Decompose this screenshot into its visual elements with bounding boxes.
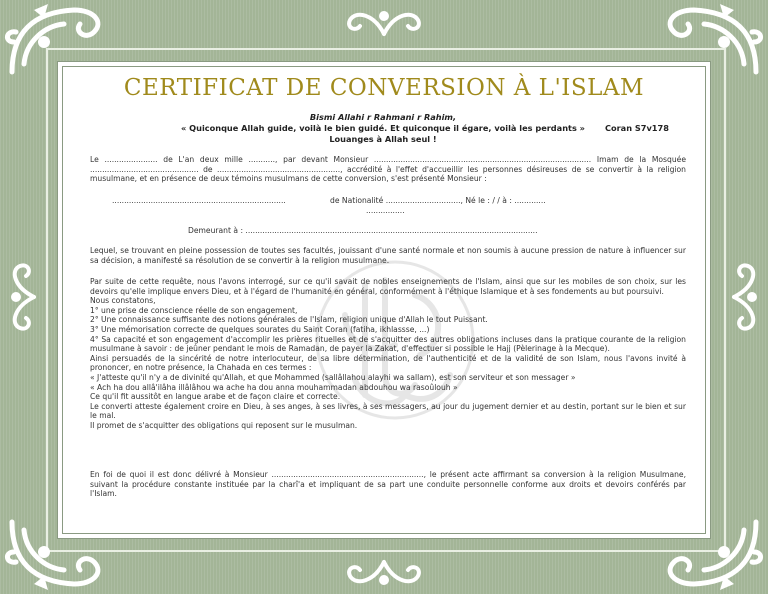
left-side-ornament	[4, 262, 44, 332]
certificate-title: CERTIFICAT DE CONVERSION À L'ISLAM	[123, 75, 645, 101]
bismillah-line: Bismi Allahi r Rahmani r Rahim,	[309, 112, 457, 122]
bottom-center-ornament	[344, 552, 424, 592]
exam-line: 4° Sa capacité et son engagement d'accomplir les prières rituelles et de s'acquitter des autres obligations incluses dans la pratique courante de la religion musulmane à savoir : de jeûner pendant le mois de Ramadan, de payer la Zakat, d'effectuer si possible le Hajj (Pèlerinage à la Mecque).	[90, 334, 686, 354]
identity-line-continuation: ................	[366, 206, 405, 215]
top-center-ornament	[344, 4, 424, 44]
quran-quote	[62, 123, 704, 134]
exam-line: Ce qu'il fit aussitôt en langue arabe et de façon claire et correcte.	[90, 392, 341, 402]
paragraph-examination	[90, 277, 686, 431]
paragraph-conclusion: En foi de quoi il est donc délivré à Monsieur ..............................................................., le présent acte affirmant sa conversion à la religion Musulmane, suivant la procédure constante instituée par la charî'a et impliquant de sa part une conduite personnelle conforme aux droits et devoirs conférés par l'Islam.	[90, 470, 686, 499]
quote-text: « Quiconque Allah guide, voilà le bien guidé. Et quiconque il égare, voilà les perdants »	[181, 123, 585, 133]
exam-line: Nous constatons,	[90, 296, 156, 306]
paragraph-faculties: Lequel, se trouvant en pleine possession de toutes ses facultés, jouissant d'une santé normale et non soumis à aucune pression de nature à influencer sur sa décision, a manifesté sa résolution de se convertir à la religion musulmane.	[90, 246, 686, 265]
exam-line: Par suite de cette requête, nous l'avons interrogé, sur ce qu'il savait de nobles enseignements de l'Islam, ainsi que sur les mobiles de son choix, sur les devoirs qu'elle implique envers Dieu, et à l'égard de l'humanité en général, conformément à l'éthique Islamique et à ses fondements au but poursuivi.	[90, 277, 686, 296]
paragraph-intro: Le ...................... de L'an deux mille ..........., par devant Monsieur .......................................................................................... Imam de la Mosquée ............................................. de ..................................................., accrédité à l'effet d'accueillir les personnes désireuses de se convertir à la religion musulmane, et en présence de deux témoins musulmans de cette conversion, s'est présenté Monsieur :	[90, 155, 686, 184]
exam-line: Il promet de s'acquitter des obligations qui reposent sur le musulman.	[90, 420, 358, 430]
nationality-birth-line: de Nationalité ..............................., Né le : / / à : .............	[330, 196, 546, 205]
quote-reference: Coran S7v178	[605, 123, 669, 133]
exam-line: 1° une prise de conscience réelle de son engagement,	[90, 305, 298, 315]
chahada-french: « J'atteste qu'il n'y a de divinité qu'Allah, et que Mohammed (sallâllahou alayhi wa sallam), est son serviteur et son messager »	[90, 372, 576, 382]
exam-line: 3° Une mémorisation correcte de quelques sourates du Saint Coran (fatiha, ikhlassse, ...)	[90, 324, 430, 334]
praise-line: Louanges à Allah seul !	[329, 134, 437, 144]
exam-line: 2° Une connaissance suffisante des notions générales de l'Islam, religion unique d'Allah le tout Puissant.	[90, 315, 488, 325]
residence-line: Demeurant à : .........................................................................................................................	[188, 226, 538, 235]
exam-line: Le converti atteste également croire en Dieu, à ses anges, à ses livres, à ses messagers, au jour du jugement dernier et au destin, portant sur le bien et sur le mal.	[90, 401, 686, 421]
chahada-transliteration: « Ach ha dou allâ'ilâha illâlâhou wa ache ha dou anna mouhammadan abdouhou wa rasoûlouh »	[90, 382, 458, 392]
exam-line: Ainsi persuadés de la sincérité de notre interlocuteur, de sa libre détermination, de l'authenticité et de la validité de son Islam, nous l'avons invité à prononcer, en notre présence, la Chahada en ces termes :	[90, 353, 686, 373]
right-side-ornament	[724, 262, 764, 332]
name-blank-line: ........................................................................	[112, 196, 286, 205]
